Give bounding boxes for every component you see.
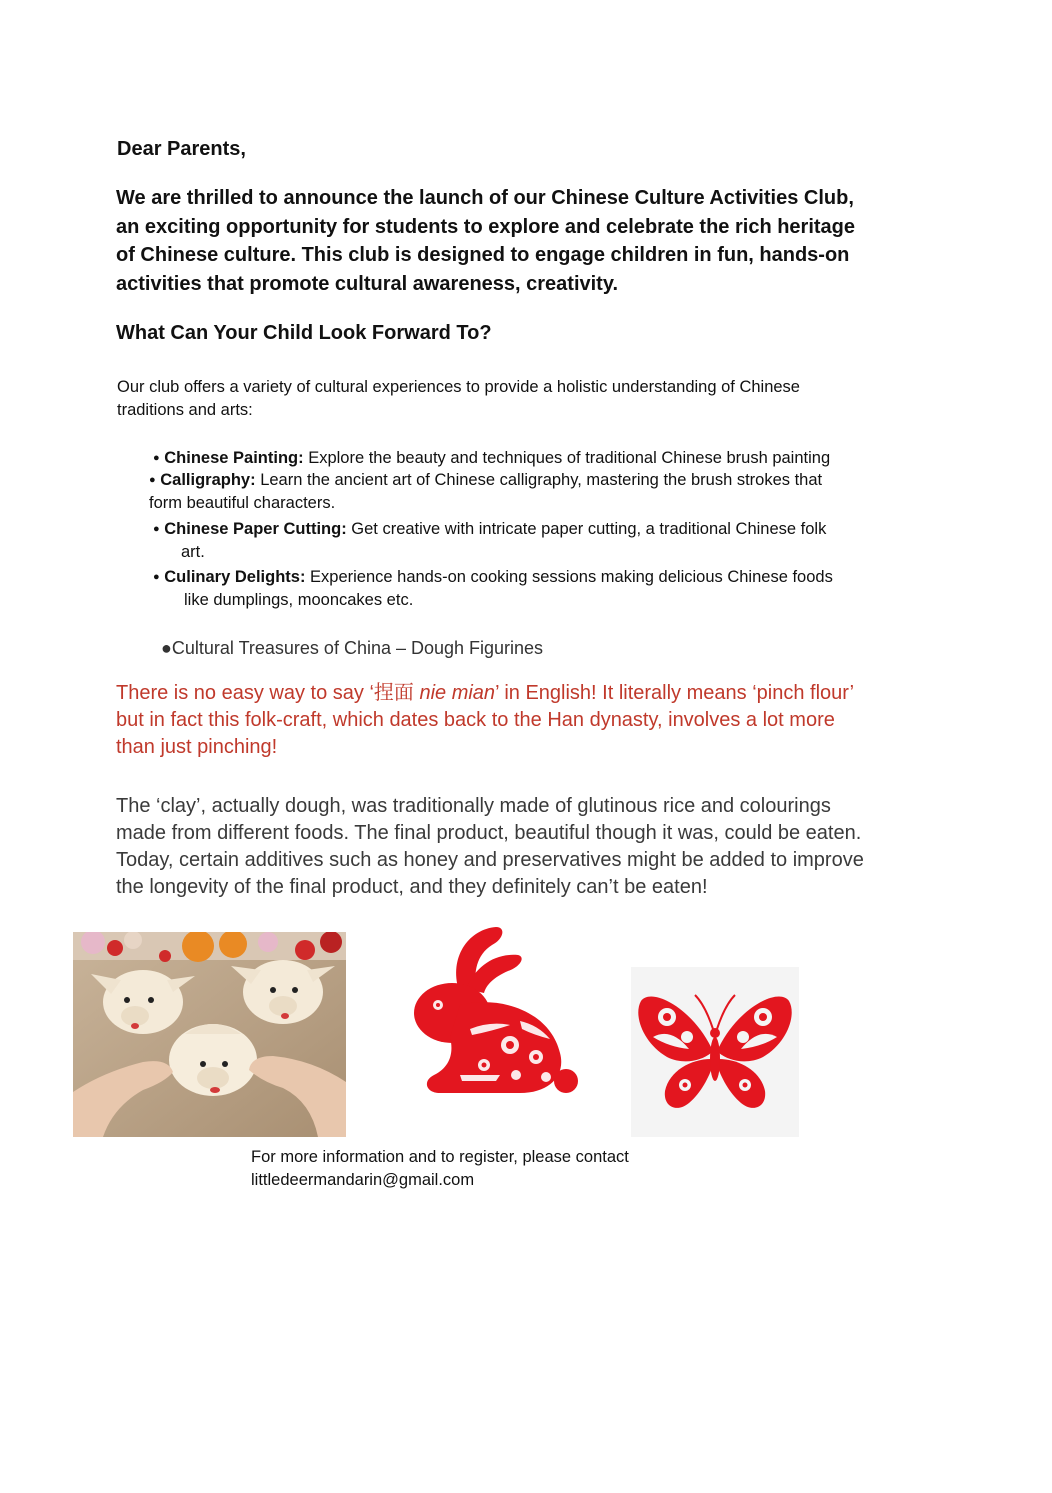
- intro-line: an exciting opportunity for students to explore and celebrate the rich heritage: [116, 215, 856, 238]
- list-item-calligraphy: [149, 469, 822, 515]
- offer-paragraph: [117, 376, 800, 422]
- contact-info: [251, 1146, 629, 1192]
- treasure-heading: ●Cultural Treasures of China – Dough Figurines: [161, 638, 544, 658]
- activity-text: Get creative with intricate paper cutting, a traditional Chinese folk: [346, 520, 827, 538]
- activity-text: Learn the ancient art of Chinese calligraphy, mastering the brush strokes that: [255, 471, 823, 489]
- grey-line: The ‘clay’, actually dough, was traditionally made of glutinous rice and colourings: [116, 795, 831, 817]
- bullet: ●: [149, 474, 156, 486]
- list-item-painting: [153, 447, 830, 470]
- red-text-italic: nie mian: [419, 682, 496, 704]
- red-text-pre: There is no easy way to say ‘捏面: [116, 682, 420, 704]
- dough-paragraph: [116, 793, 864, 901]
- contact-line: For more information and to register, please contact: [251, 1148, 629, 1166]
- bullet: ●: [153, 452, 160, 464]
- contact-email: littledeermandarin@gmail.com: [251, 1171, 475, 1189]
- list-item-paper-cutting: [153, 518, 826, 564]
- grey-line: the longevity of the final product, and they definitely can’t be eaten!: [116, 876, 708, 898]
- activity-text: Explore the beauty and techniques of traditional Chinese brush painting: [303, 449, 831, 467]
- intro-paragraph: [116, 184, 936, 298]
- bullet: ●: [153, 571, 160, 583]
- intro-line: of Chinese culture. This club is designed to engage children in fun, hands-on: [116, 244, 850, 266]
- paper-cut-rabbit: [400, 925, 580, 1100]
- red-text-post: ’ in English! It literally means ‘pinch flour’: [495, 682, 855, 704]
- activity-title: Culinary Delights:: [164, 568, 306, 586]
- red-text-line: than just pinching!: [116, 736, 278, 758]
- intro-line: activities that promote cultural awareness, creativity.: [116, 272, 619, 295]
- activity-title: Chinese Paper Cutting:: [164, 520, 347, 538]
- list-item-culinary: [153, 566, 833, 612]
- red-text-line: but in fact this folk-craft, which dates back to the Han dynasty, involves a lot more: [116, 709, 835, 731]
- activity-text-cont: form beautiful characters.: [149, 494, 336, 512]
- offer-line: traditions and arts:: [117, 401, 253, 419]
- activity-title: Chinese Painting:: [164, 449, 304, 467]
- activity-text-cont: like dumplings, mooncakes etc.: [184, 591, 414, 609]
- intro-line: We are thrilled to announce the launch of our Chinese Culture Activities Club,: [116, 187, 854, 209]
- activity-text-cont: art.: [181, 543, 205, 561]
- greeting: Dear Parents,: [117, 138, 246, 160]
- dough-figurines-photo: [73, 932, 346, 1137]
- grey-line: made from different foods. The final product, beautiful though it was, could be eaten.: [116, 822, 862, 844]
- nie-mian-paragraph: [116, 680, 854, 761]
- section-heading: What Can Your Child Look Forward To?: [116, 322, 492, 344]
- activity-title: Calligraphy:: [160, 471, 256, 489]
- offer-line: Our club offers a variety of cultural experiences to provide a holistic understanding of Chinese: [117, 378, 800, 396]
- grey-line: Today, certain additives such as honey and preservatives might be added to improve: [116, 849, 864, 871]
- activity-text: Experience hands-on cooking sessions making delicious Chinese foods: [305, 568, 833, 586]
- paper-cut-butterfly: [631, 967, 799, 1137]
- bullet: ●: [153, 523, 160, 535]
